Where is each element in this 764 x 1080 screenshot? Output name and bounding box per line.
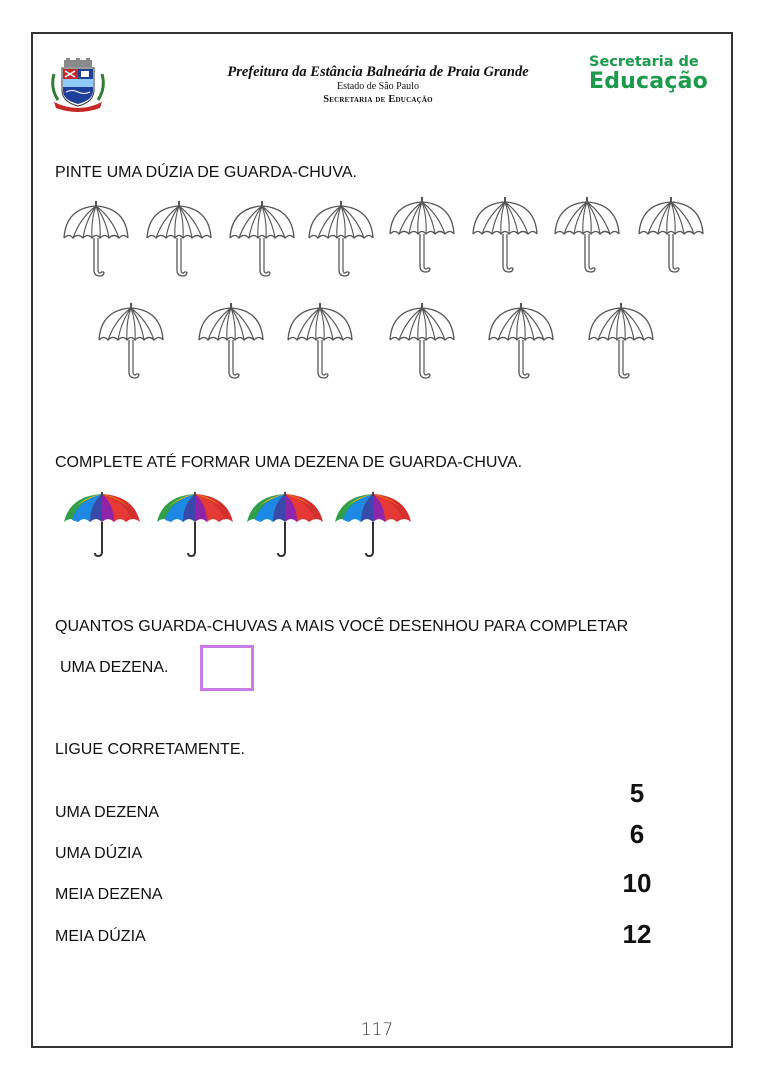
match-left-item[interactable]: MEIA DEZENA bbox=[55, 886, 163, 903]
umbrella-outline-icon[interactable] bbox=[226, 200, 298, 282]
municipal-crest-icon bbox=[50, 58, 106, 112]
instruction-match: LIGUE CORRETAMENTE. bbox=[55, 741, 245, 758]
question-line-1: QUANTOS GUARDA-CHUVAS A MAIS VOCÊ DESENHOU PARA COMPLETAR bbox=[55, 618, 629, 635]
match-right-number[interactable]: 12 bbox=[622, 919, 652, 949]
instruction-complete-ten: COMPLETE ATÉ FORMAR UMA DEZENA DE GUARDA-CHUVA. bbox=[55, 454, 523, 471]
umbrella-outline-icon[interactable] bbox=[485, 302, 557, 384]
umbrella-outline-icon[interactable] bbox=[386, 302, 458, 384]
page-number: 117 bbox=[360, 1020, 394, 1040]
match-right-number[interactable]: 10 bbox=[622, 868, 652, 898]
logo-bottom-text: Educação bbox=[589, 69, 708, 94]
umbrella-outline-icon[interactable] bbox=[60, 200, 132, 282]
umbrella-outline-icon[interactable] bbox=[469, 196, 541, 278]
match-right-number[interactable]: 5 bbox=[629, 778, 645, 808]
question-line-2: UMA DEZENA. bbox=[60, 659, 169, 676]
umbrella-outline-icon[interactable] bbox=[635, 196, 707, 278]
answer-box[interactable] bbox=[200, 645, 254, 691]
umbrella-outline-icon[interactable] bbox=[95, 302, 167, 384]
umbrella-outline-icon[interactable] bbox=[195, 302, 267, 384]
umbrella-outline-icon[interactable] bbox=[551, 196, 623, 278]
umbrella-outline-icon[interactable] bbox=[386, 196, 458, 278]
umbrella-outline-icon[interactable] bbox=[143, 200, 215, 282]
match-right-number[interactable]: 6 bbox=[629, 819, 645, 849]
instruction-paint-dozen: PINTE UMA DÚZIA DE GUARDA-CHUVA. bbox=[55, 164, 357, 181]
umbrella-outline-icon[interactable] bbox=[585, 302, 657, 384]
colorful-umbrella-icon bbox=[155, 492, 241, 562]
match-left-item[interactable]: UMA DEZENA bbox=[55, 804, 160, 821]
header-secretariat: Secretaria de Educação bbox=[323, 94, 433, 105]
colorful-umbrella-icon bbox=[62, 492, 148, 562]
secretaria-logo bbox=[589, 54, 708, 94]
umbrella-outline-icon[interactable] bbox=[305, 200, 377, 282]
colorful-umbrella-icon bbox=[333, 492, 419, 562]
header-title: Prefeitura da Estância Balneária de Praia Grande bbox=[227, 64, 529, 80]
match-left-item[interactable]: UMA DÚZIA bbox=[55, 845, 143, 862]
umbrella-outline-icon[interactable] bbox=[284, 302, 356, 384]
header-state: Estado de São Paulo bbox=[337, 81, 419, 92]
logo-top-text: Secretaria de bbox=[589, 54, 699, 70]
header-text bbox=[200, 64, 556, 107]
colorful-umbrella-icon bbox=[245, 492, 331, 562]
match-left-item[interactable]: MEIA DÚZIA bbox=[55, 928, 146, 945]
